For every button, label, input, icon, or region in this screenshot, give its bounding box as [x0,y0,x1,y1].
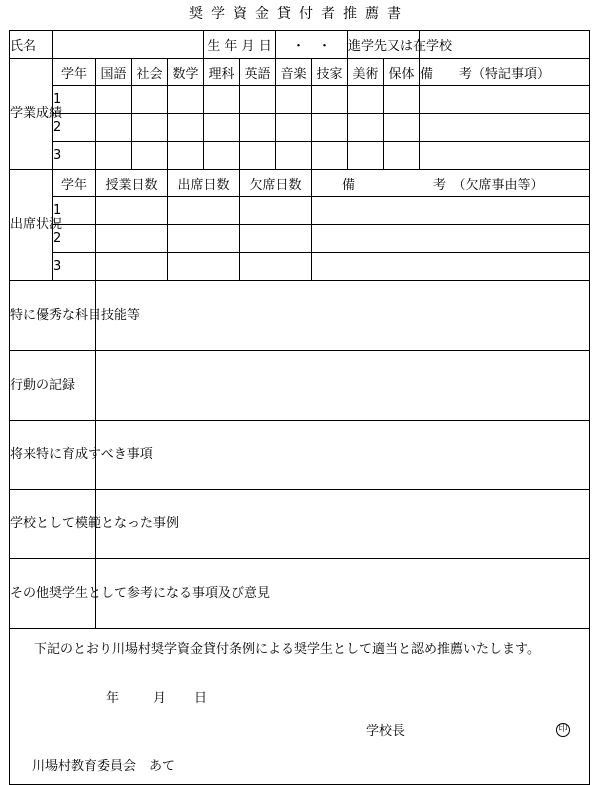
document-title: 奨学資金貸付者推薦書 [189,6,409,22]
future-development-label: 将来特に育成すべき事項 [10,421,96,490]
grade-remarks-cell[interactable] [420,142,590,170]
grade-remarks-cell[interactable] [420,114,590,142]
year-label: 3 [53,253,96,281]
grade-cell[interactable] [384,86,420,114]
present-days-cell[interactable] [168,253,240,281]
attendance-row [10,225,590,253]
behavior-label: 行動の記録 [10,351,96,421]
year-label: 年 [106,691,120,706]
model-case-label: 学校として模範となった事例 [10,490,96,559]
month-label: 月 [153,691,167,706]
model-case-row [10,490,590,559]
behavior-row [10,351,590,421]
principal-label: 学校長 [366,724,406,739]
subject-header: 技家 [312,59,348,86]
absent-days-cell[interactable] [240,197,312,225]
grade-cell[interactable] [240,86,276,114]
attendance-remarks-cell[interactable] [312,253,590,281]
day-label: 日 [194,691,208,706]
lesson-days-cell[interactable] [96,253,168,281]
grades-remarks-header: 備 考（特記事項） [420,59,590,86]
school-label: 進学先又は在学校 [348,31,420,59]
grade-cell[interactable] [132,142,168,170]
grade-cell[interactable] [276,86,312,114]
future-development-row [10,421,590,490]
attendance-row [10,253,590,281]
grade-cell[interactable] [276,142,312,170]
grade-cell[interactable] [312,142,348,170]
future-development-field[interactable] [96,421,590,490]
behavior-field[interactable] [96,351,590,421]
date-line [106,687,207,706]
attendance-row [10,197,590,225]
header-row [10,31,590,59]
grade-cell[interactable] [168,86,204,114]
grade-cell[interactable] [204,142,240,170]
grades-header-row [10,59,590,86]
name-field[interactable] [53,31,204,59]
grade-cell[interactable] [168,142,204,170]
recommendation-form [9,30,590,785]
other-notes-row [10,559,590,629]
dob-field[interactable]: ・ ・ [276,31,348,59]
grade-cell[interactable] [204,86,240,114]
attendance-remarks-cell[interactable] [312,225,590,253]
year-label: 3 [53,142,96,170]
grade-cell[interactable] [384,114,420,142]
present-days-cell[interactable] [168,225,240,253]
present-days-cell[interactable] [168,197,240,225]
dob-label: 生 年 月 日 [204,31,276,59]
absent-days-header: 欠席日数 [240,170,312,197]
footer-row [10,629,590,785]
subject-header: 美術 [348,59,384,86]
year-label: 1 [53,197,96,225]
other-notes-label: その他奨学生として参考になる事項及び意見 [10,559,96,629]
subject-header: 理科 [204,59,240,86]
recommendation-statement: 下記のとおり川場村奨学資金貸付条例による奨学生として適当と認め推薦いたします。 [34,642,540,657]
grade-cell[interactable] [132,86,168,114]
present-days-header: 出席日数 [168,170,240,197]
subject-header: 社会 [132,59,168,86]
grades-row [10,142,590,170]
grades-row [10,86,590,114]
grade-cell[interactable] [96,86,132,114]
excellent-subjects-row [10,281,590,351]
name-label: 氏名 [10,31,53,59]
excellent-subjects-field[interactable] [96,281,590,351]
grade-cell[interactable] [348,114,384,142]
lesson-days-cell[interactable] [96,197,168,225]
subject-header: 音楽 [276,59,312,86]
grade-cell[interactable] [96,142,132,170]
grade-cell[interactable] [240,114,276,142]
grades-row [10,114,590,142]
attendance-section-label: 出席状況 [10,170,53,281]
grade-cell[interactable] [276,114,312,142]
grade-remarks-cell[interactable] [420,86,590,114]
subject-header: 英語 [240,59,276,86]
grade-cell[interactable] [168,114,204,142]
grades-section-label: 学業成績 [10,59,53,170]
excellent-subjects-label: 特に優秀な科目技能等 [10,281,96,351]
lesson-days-cell[interactable] [96,225,168,253]
subject-header: 数学 [168,59,204,86]
subject-header: 国語 [96,59,132,86]
year-label: 1 [53,86,96,114]
grade-cell[interactable] [312,86,348,114]
absent-days-cell[interactable] [240,225,312,253]
grade-cell[interactable] [204,114,240,142]
grade-cell[interactable] [348,142,384,170]
grade-cell[interactable] [132,114,168,142]
subject-header: 保体 [384,59,420,86]
lesson-days-header: 授業日数 [96,170,168,197]
year-label: 2 [53,114,96,142]
footer-cell [10,629,590,785]
attendance-header-row [10,170,590,197]
grade-cell[interactable] [384,142,420,170]
attendance-remarks-cell[interactable] [312,197,590,225]
grade-cell[interactable] [312,114,348,142]
attendance-year-header: 学年 [53,170,96,197]
grade-cell[interactable] [348,86,384,114]
absent-days-cell[interactable] [240,253,312,281]
seal-mark: 印 [556,720,570,737]
grades-year-header: 学年 [53,59,96,86]
grade-cell[interactable] [96,114,132,142]
attendance-remarks-header: 備 考 （欠席事由等） [312,170,590,197]
year-label: 2 [53,225,96,253]
grade-cell[interactable] [240,142,276,170]
addressee: 川場村教育委員会 あて [32,759,176,774]
